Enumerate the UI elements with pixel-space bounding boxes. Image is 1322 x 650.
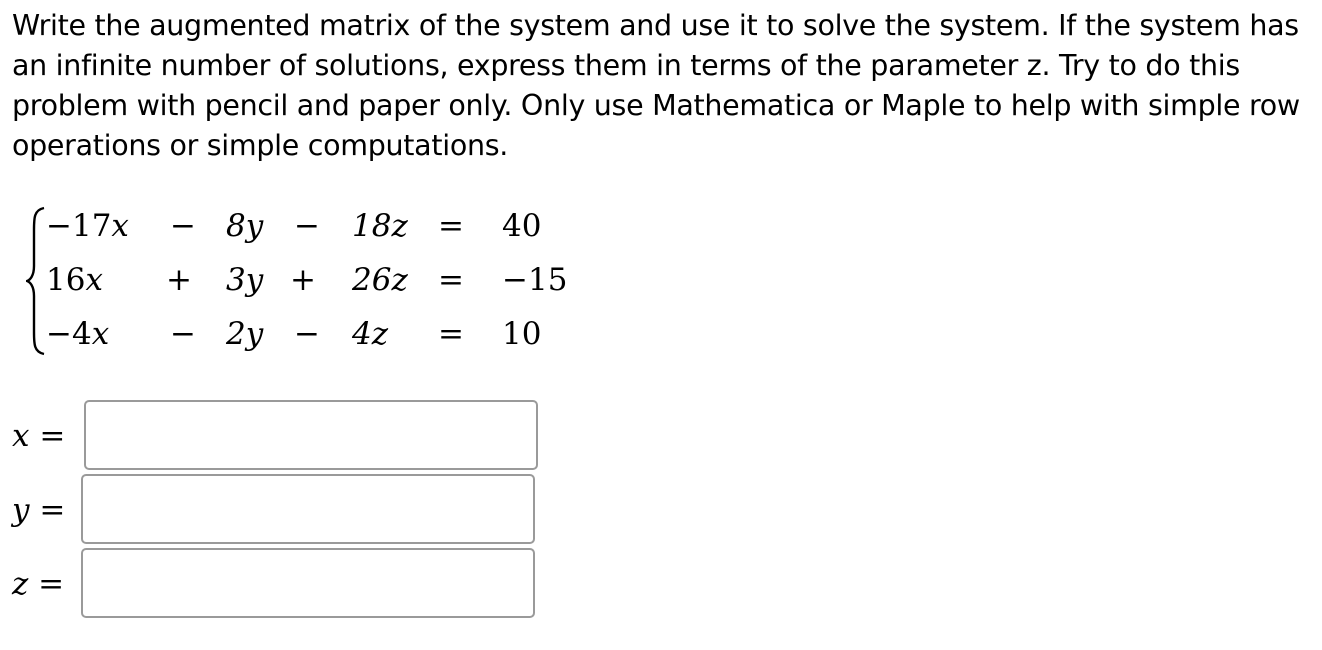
row1-rhs: 40 [502, 208, 542, 244]
row2-y-term: 3y [226, 262, 264, 298]
row1-x-term: −17x [46, 208, 129, 244]
row1-equals: = [438, 208, 464, 244]
row3-x-term: −4x [46, 316, 110, 352]
row3-z-term: 4z [352, 316, 389, 352]
y-answer-label: y = [12, 492, 66, 528]
row3-equals: = [438, 316, 464, 352]
problem-statement: Write the augmented matrix of the system and use it to solve the system. If the system has an infinite number of solutions, express them in terms of the parameter z. Try to do this problem with pencil and paper only. Only use Mathematica or Maple to help with simple row operations or simple computations. [12, 9, 1300, 162]
row2-x-term: 16x [46, 262, 103, 298]
row1-y-term: 8y [226, 208, 264, 244]
row1-op2: − [294, 208, 320, 244]
row3-op1: − [170, 316, 196, 352]
x-answer-label: x = [12, 418, 66, 454]
row3-rhs: 10 [502, 316, 542, 352]
row2-equals: = [438, 262, 464, 298]
row2-z-term: 26z [352, 262, 408, 298]
y-answer-input[interactable] [81, 474, 535, 544]
z-answer-label: z = [12, 566, 65, 602]
x-answer-input[interactable] [84, 400, 538, 470]
row2-op1: + [166, 262, 192, 298]
equation-system [26, 200, 586, 360]
row1-op1: − [170, 208, 196, 244]
row2-op2: + [290, 262, 316, 298]
row3-y-term: 2y [226, 316, 264, 352]
row2-rhs: −15 [502, 262, 568, 298]
z-answer-input[interactable] [81, 548, 535, 618]
row1-z-term: 18z [352, 208, 408, 244]
left-brace [26, 206, 48, 356]
row3-op2: − [294, 316, 320, 352]
